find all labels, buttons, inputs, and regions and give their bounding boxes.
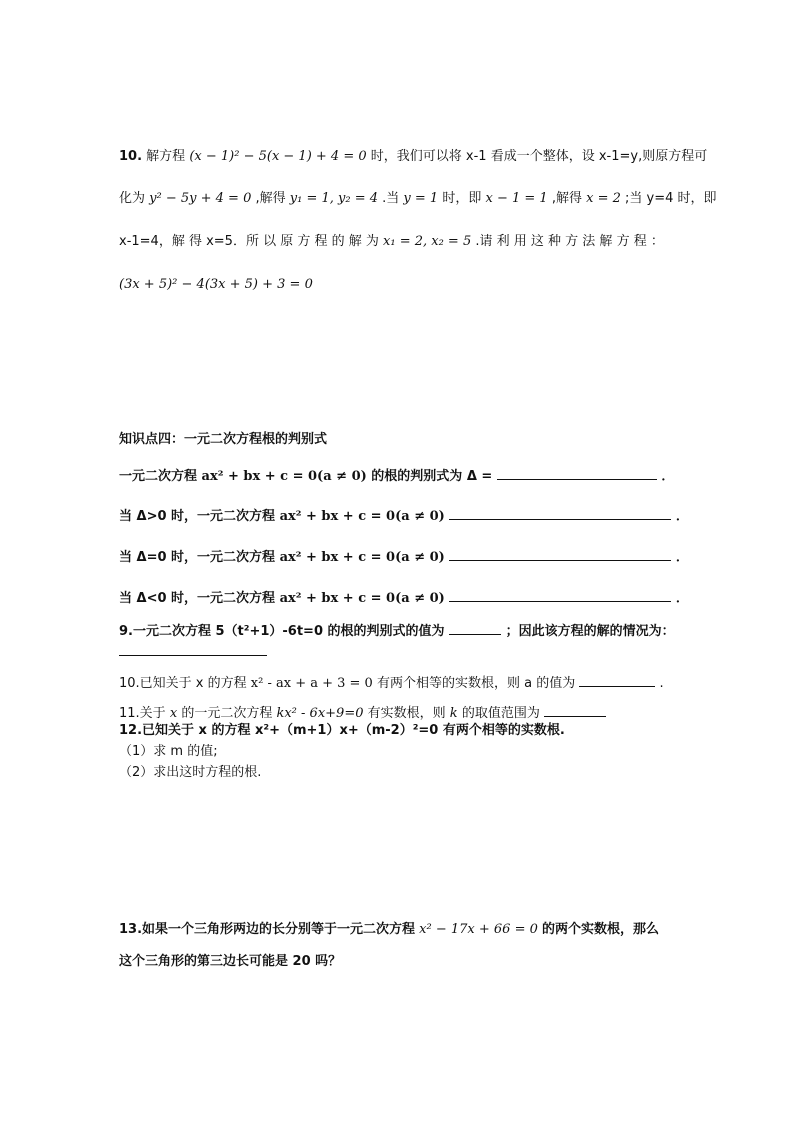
q12-stem: 12.已知关于 x 的方程 x²+（m+1）x+（m-2）²=0 有两个相等的实数根.	[119, 723, 565, 738]
q11-text: 的一元二次方程	[181, 706, 273, 721]
q9-text: 9.一元二次方程 5（t²+1）-6t=0 的根的判别式的值为	[119, 624, 445, 639]
q11-line	[119, 703, 606, 723]
k4-text: 一元二次方程	[119, 469, 198, 484]
q10b-text: .	[659, 676, 664, 691]
k4-text: ．	[675, 550, 689, 565]
q12-part-1: （1）求 m 的值;	[119, 744, 218, 759]
answer-blank[interactable]	[579, 673, 655, 687]
k4-equation: ax² + bx + c = 0(a ≠ 0)	[279, 550, 445, 565]
answer-blank[interactable]	[497, 466, 657, 480]
q11-variable: x	[169, 706, 178, 721]
q10-text: 化为	[119, 191, 146, 206]
q10-equation: y = 1	[403, 191, 439, 206]
q11-text: 11.关于	[119, 706, 166, 721]
k4-text: 的根的判别式为 Δ =	[371, 469, 493, 484]
k4-equation: ax² + bx + c = 0(a ≠ 0)	[279, 509, 445, 524]
q10-text: .请 利 用 这 种 方 法 解 方 程 ：	[475, 234, 664, 249]
answer-blank[interactable]	[119, 642, 267, 656]
q13-text: 13.如果一个三角形两边的长分别等于一元二次方程	[119, 922, 416, 937]
answer-blank[interactable]	[449, 588, 671, 602]
q10-text: ;当 y=4 时，即	[625, 191, 717, 206]
answer-blank[interactable]	[449, 547, 671, 561]
k4-text: 当 Δ<0 时，一元二次方程	[119, 591, 276, 606]
discriminant-definition	[119, 466, 674, 486]
answer-blank[interactable]	[544, 703, 606, 717]
k4-text: ．	[661, 469, 675, 484]
q10-equation: x − 1 = 1	[485, 191, 548, 206]
q10-text: .当	[382, 191, 400, 206]
q10-line-3	[119, 233, 664, 251]
k4-equation: ax² + bx + c = 0(a ≠ 0)	[201, 469, 367, 484]
q12-part-2: （2）求出这时方程的根.	[119, 765, 262, 780]
q11-equation: kx² - 6x+9=0	[276, 706, 364, 721]
knowledge-point-title: 知识点四：一元二次方程根的判别式	[119, 432, 328, 447]
q10-roots: y₁ = 1, y₂ = 4	[289, 191, 378, 206]
k4-text: 当 Δ=0 时，一元二次方程	[119, 550, 276, 565]
answer-blank[interactable]	[449, 621, 501, 635]
q10-text: ,解得	[551, 191, 582, 206]
q10-solution: x₁ = 2, x₂ = 5	[383, 234, 472, 249]
q11-text: 有实数根，则	[367, 706, 446, 721]
discriminant-zero	[119, 547, 689, 567]
q13-text: 的两个实数根，那么	[542, 922, 660, 937]
q13-line-1	[119, 921, 659, 939]
q10b-text: 有两个相等的实数根，则 a 的值为	[376, 676, 576, 691]
q13-equation: x² − 17x + 66 = 0	[419, 922, 538, 937]
q10-text: x-1=4，解 得 x=5．所 以 原 方 程 的 解 为	[119, 234, 379, 249]
k4-text: 当 Δ>0 时，一元二次方程	[119, 509, 276, 524]
q10b-line	[119, 673, 664, 693]
q10-equation: y² − 5y + 4 = 0	[149, 191, 252, 206]
q9-text: ；因此该方程的解的情况为：	[505, 624, 675, 639]
q10b-equation: x² - ax + a + 3 = 0	[250, 676, 373, 691]
q10-text: ,解得	[255, 191, 286, 206]
discriminant-positive	[119, 506, 689, 526]
q13-line-2: 这个三角形的第三边长可能是 20 吗？	[119, 954, 342, 969]
k4-text: ．	[675, 509, 689, 524]
q10-text: 时，即	[442, 191, 482, 206]
q10-number: 10.	[119, 149, 143, 164]
q9-line-2	[119, 642, 267, 662]
q10-target-equation: (3x + 5)² − 4(3x + 5) + 3 = 0	[119, 277, 313, 292]
answer-blank[interactable]	[449, 506, 671, 520]
discriminant-negative	[119, 588, 689, 608]
q10-line-4	[119, 276, 313, 294]
k4-text: ．	[675, 591, 689, 606]
q10-equation: x = 2	[586, 191, 621, 206]
q11-variable: k	[449, 706, 458, 721]
q10-line-2	[119, 190, 717, 208]
q9-line-1	[119, 621, 675, 641]
k4-equation: ax² + bx + c = 0(a ≠ 0)	[279, 591, 445, 606]
q11-text: 的取值范围为	[461, 706, 540, 721]
q10-text: 解方程	[146, 149, 186, 164]
q10-text: 时，我们可以将 x-1 看成一个整体，设 x-1=y,则原方程可	[370, 149, 708, 164]
q10-line-1	[119, 148, 707, 166]
q10b-text: 10.已知关于 x 的方程	[119, 676, 247, 691]
q10-equation: (x − 1)² − 5(x − 1) + 4 = 0	[189, 149, 367, 164]
